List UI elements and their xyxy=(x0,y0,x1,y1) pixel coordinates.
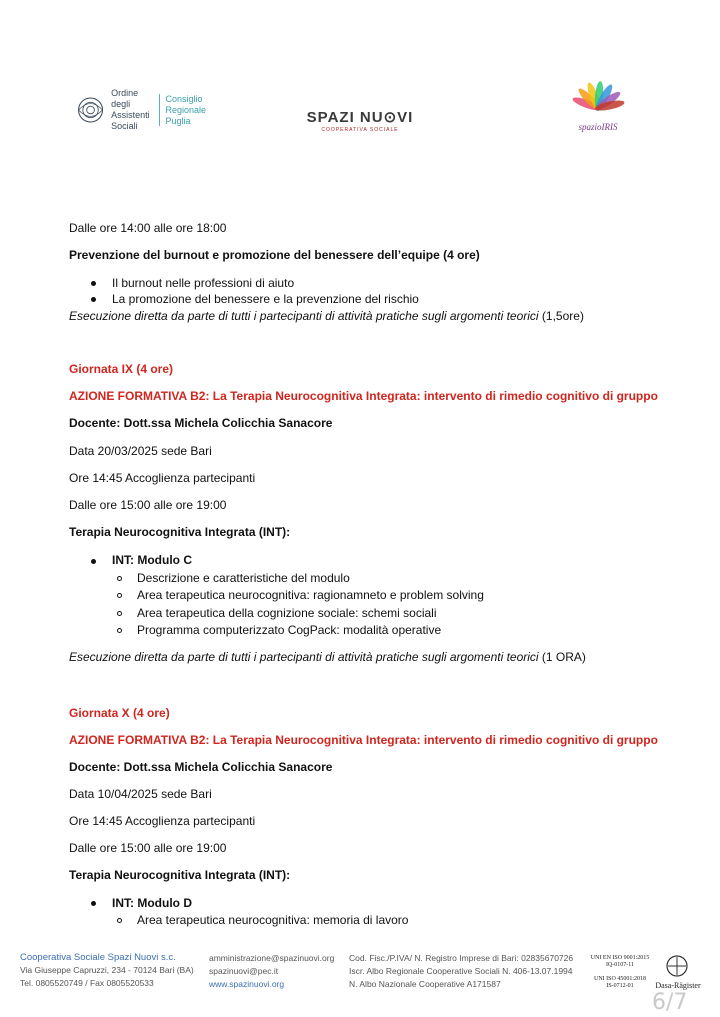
ordine-assistenti-sociali-logo xyxy=(76,88,206,132)
day10-time: Dalle ore 15:00 alle ore 19:00 xyxy=(69,841,227,855)
bullet-dot xyxy=(91,297,96,302)
list-item: Area terapeutica neurocognitiva: memoria di lavoro xyxy=(137,913,409,927)
sub-bullet-circle xyxy=(117,628,122,633)
day9-time: Dalle ore 15:00 alle ore 19:00 xyxy=(69,498,227,512)
footer-email[interactable]: amministrazione@spazinuovi.org xyxy=(209,953,335,963)
list-item: Descrizione e caratteristiche del modulo xyxy=(137,571,350,585)
list-item: Il burnout nelle professioni di aiuto xyxy=(112,276,295,290)
footer-contacts-block xyxy=(209,952,334,991)
bullet-dot xyxy=(91,901,96,906)
day10-topic: Terapia Neurocognitiva Integrata (INT): xyxy=(69,868,291,882)
spiral-emblem-icon xyxy=(76,93,105,127)
footer-reg-line: N. Albo Nazionale Cooperative A171587 xyxy=(349,979,501,989)
day10-heading: Giornata X (4 ore) xyxy=(69,706,170,720)
page-number: 6/7 xyxy=(652,990,688,1015)
brand-name: SPAZI NU⊙VI xyxy=(306,109,414,126)
footer-website-link[interactable]: www.spazinuovi.org xyxy=(209,979,285,989)
day9-welcome: Ore 14:45 Accoglienza partecipanti xyxy=(69,471,256,485)
day10-module: INT: Modulo D xyxy=(112,896,192,910)
day9-module: INT: Modulo C xyxy=(112,553,192,567)
sub-bullet-circle xyxy=(117,576,122,581)
spazio-iris-logo-icon xyxy=(566,78,630,140)
bullet-dot xyxy=(91,559,96,564)
footer-coop-name: Cooperativa Sociale Spazi Nuovi s.c. xyxy=(20,952,176,963)
logo-org-text: Ordine degli Assistenti Sociali xyxy=(111,88,150,131)
list-item: Area terapeutica della cognizione sociale: schemi sociali xyxy=(137,606,437,620)
cert-iso9001: UNI EN ISO 9001:2015 IQ-0107-11 xyxy=(590,955,650,968)
footer-address: Via Giuseppe Capruzzi, 234 - 70124 Bari (BA) xyxy=(20,965,194,975)
practice-note: Esecuzione diretta da parte di tutti i partecipanti di attività pratiche sugli argomenti teorici (1 ORA) xyxy=(69,650,586,664)
list-item: Area terapeutica neurocognitiva: ragionamneto e problem solving xyxy=(137,588,484,602)
day10-date: Data 10/04/2025 sede Bari xyxy=(69,787,212,801)
brand-subtitle: COOPERATIVA SOCIALE xyxy=(321,127,399,133)
footer-phone: Tel. 0805520749 / Fax 0805520533 xyxy=(20,978,154,988)
day9-action: AZIONE FORMATIVA B2: La Terapia Neurocognitiva Integrata: intervento di rimedio cognitivo di gruppo xyxy=(69,389,658,403)
day10-action: AZIONE FORMATIVA B2: La Terapia Neurocognitiva Integrata: intervento di rimedio cognitivo di gruppo xyxy=(69,733,658,747)
day10-welcome: Ore 14:45 Accoglienza partecipanti xyxy=(69,814,256,828)
bullet-dot xyxy=(91,281,96,286)
practice-note: Esecuzione diretta da parte di tutti i partecipanti di attività pratiche sugli argomenti teorici (1,5ore) xyxy=(69,309,584,323)
session-title: Prevenzione del burnout e promozione del benessere dell’equipe (4 ore) xyxy=(69,248,480,262)
spazi-nuovi-logo xyxy=(290,108,430,133)
footer-reg-line: Iscr. Albo Regionale Cooperative Sociali N. 406-13.07.1994 xyxy=(349,966,573,976)
cert-brand: Dasa-Rägister xyxy=(655,981,701,990)
footer-reg-line: Cod. Fisc./P.IVA/ N. Registro Imprese di Bari: 02835670726 xyxy=(349,953,574,963)
day9-heading: Giornata IX (4 ore) xyxy=(69,362,174,376)
list-item: Programma computerizzato CogPack: modalità operative xyxy=(137,623,442,637)
dasa-register-emblem-icon xyxy=(665,954,689,978)
footer-address-block xyxy=(20,951,194,990)
cert-iso45001: UNI ISO 45001:2018 IS-0712-01 xyxy=(594,976,646,989)
day10-teacher: Docente: Dott.ssa Michela Colicchia Sanacore xyxy=(69,760,333,774)
sub-bullet-circle xyxy=(117,918,122,923)
day9-teacher: Docente: Dott.ssa Michela Colicchia Sanacore xyxy=(69,416,333,430)
logo-council-text: Consiglio Regionale Puglia xyxy=(165,93,206,126)
sub-bullet-circle xyxy=(117,593,122,598)
day9-topic: Terapia Neurocognitiva Integrata (INT): xyxy=(69,525,291,539)
logo-divider xyxy=(159,94,160,126)
day9-date: Data 20/03/2025 sede Bari xyxy=(69,444,212,458)
footer-pec[interactable]: spazinuovi@pec.it xyxy=(209,966,279,976)
footer-registry-block xyxy=(349,952,573,991)
list-item: La promozione del benessere e la prevenzione del rischio xyxy=(112,292,419,306)
svg-text:spazioIRIS: spazioIRIS xyxy=(578,122,618,132)
sub-bullet-circle xyxy=(117,611,122,616)
session-time: Dalle ore 14:00 alle ore 18:00 xyxy=(69,221,227,235)
